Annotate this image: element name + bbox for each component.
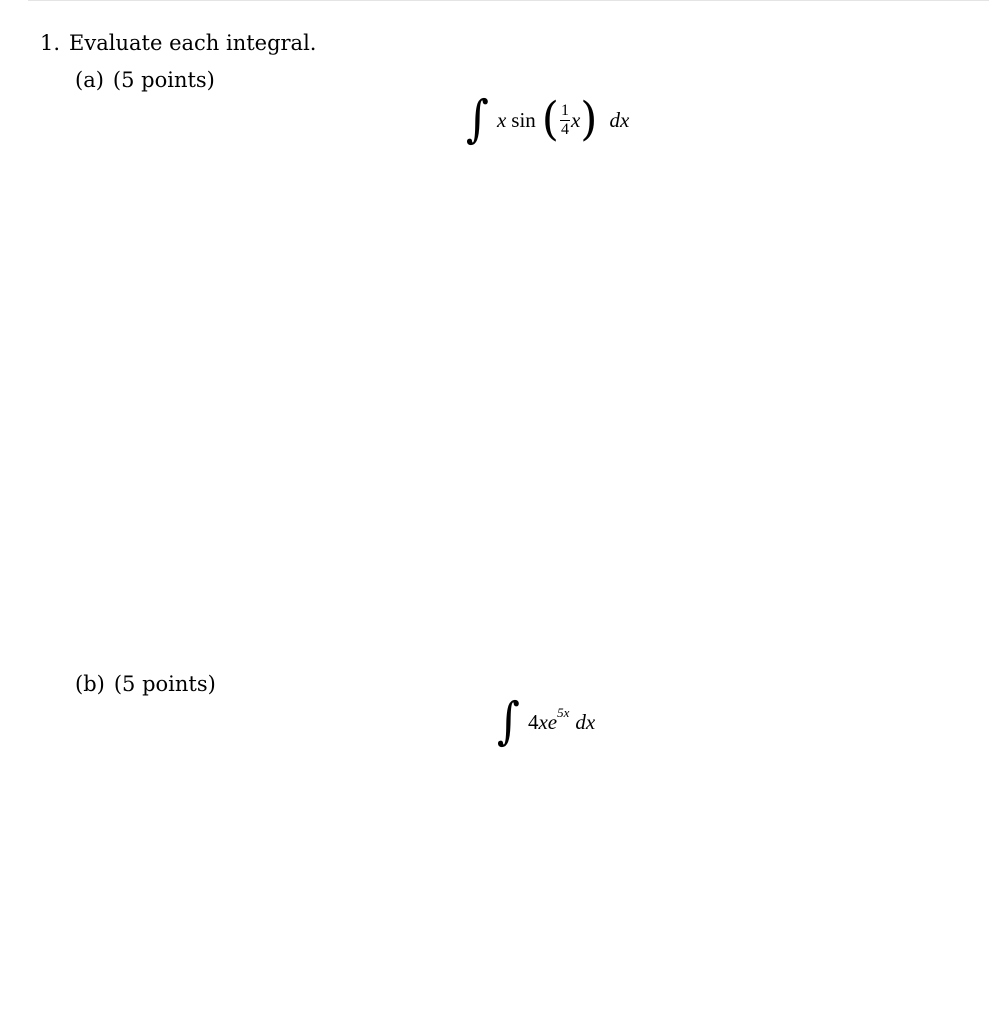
problem-number: 1. [40,31,61,55]
part-a-points: (5 points) [112,68,215,92]
fraction-one-fourth [560,103,570,138]
exponential-base: e [547,709,558,734]
integrand-variable-b: x [538,709,548,734]
integral-a [466,90,630,149]
sin-function: sin [511,107,536,132]
part-a-letter: (a) [75,68,104,92]
argument-variable: x [570,107,581,132]
left-paren: ( [541,92,559,147]
exponent: 5x [557,705,570,720]
integral-sign-a: ∫ [466,90,489,149]
problem-instruction: Evaluate each integral. [69,31,317,55]
part-b-label [75,672,216,696]
top-rule [28,0,989,1]
part-b-points: (5 points) [113,672,216,696]
part-a-label [75,68,215,92]
differential-b: dx [575,709,596,734]
fraction-numerator: 1 [560,101,569,119]
problem-heading [40,31,316,55]
right-paren: ) [580,92,598,147]
integrand-variable-a: x [496,107,507,132]
coefficient: 4 [527,709,539,734]
integral-sign-b: ∫ [497,692,520,751]
differential-a: dx [609,107,630,132]
integral-b [497,692,596,751]
fraction-denominator: 4 [560,120,569,138]
part-b-letter: (b) [75,672,105,696]
